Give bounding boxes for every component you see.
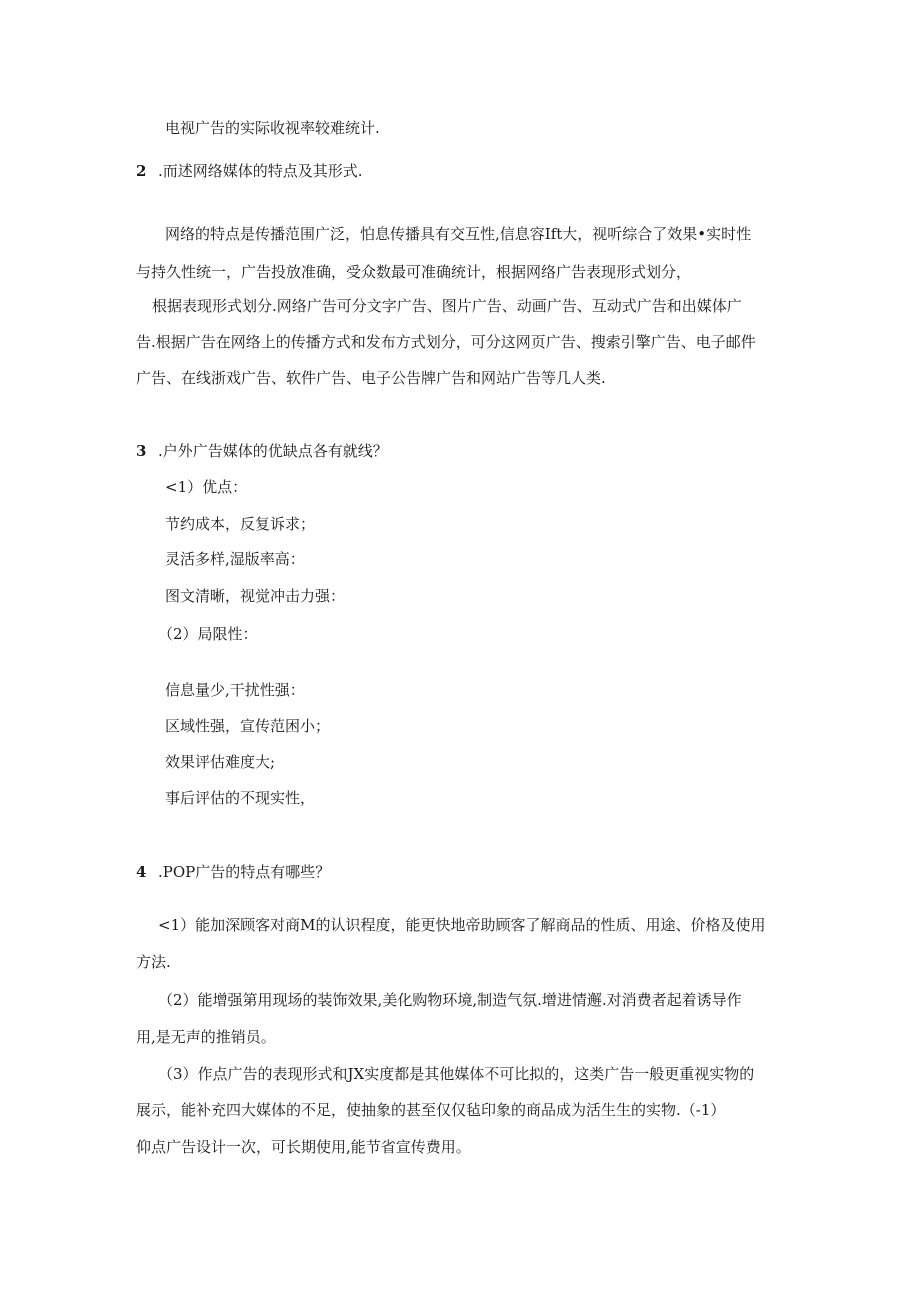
- q3-limitation-item: 区域性强，宣传范困小；: [165, 717, 331, 735]
- q4-number: 4: [136, 863, 147, 881]
- q3-advantage-item: 图文清晰，视觉冲击力强：: [165, 587, 346, 605]
- q3-advantages-label: <1）优点：: [165, 478, 248, 496]
- q3-advantage-item: 灵活多样,湿版率高：: [165, 550, 305, 568]
- q4-paragraph-line: <1）能加深顾客对商M的认识程度，能更快地帝助顾客了解商品的性质、用途、价格及使用: [158, 916, 766, 934]
- q4-paragraph-line: （2）能增强第用现场的装饰效果,美化购物环境,制造气氛.增进情邂.对消费者起着诱导作: [158, 991, 742, 1009]
- intro-line: 电视广告的实际收视率较难统计.: [165, 119, 380, 137]
- q4-title: .POP广告的特点有哪些？: [158, 863, 331, 881]
- q4-paragraph-line: 用,是无声的推销员。: [136, 1028, 276, 1046]
- q3-limitation-item: 信息量少,干扰性强：: [165, 681, 305, 699]
- q2-title: .而述网络媒体的特点及其形式.: [158, 162, 363, 180]
- q4-paragraph-line: （3）作点广告的表现形式和JX实度都是其他媒体不可比拟的，这类广告一般更重视实物的: [158, 1065, 755, 1083]
- q2-paragraph2-line3: 广告、在线浙戏广告、软件广告、电子公告牌广告和网站广告等几人类.: [136, 369, 606, 387]
- q3-advantage-item: 节约成本，反复诉求；: [165, 515, 316, 533]
- q2-paragraph2-line1: 根据表现形式划分.网络广告可分文字广告、图片广告、动画广告、互动式广告和出媒体广: [152, 297, 742, 315]
- q4-paragraph-line: 方法.: [136, 953, 171, 971]
- q2-paragraph1-line2: 与持久性统一，广告投放准确，受众数最可准确统计，根据网络广告表现形式划分，: [136, 263, 692, 281]
- q4-paragraph-line: 展示，能补充四大媒体的不足，使抽象的甚至仅仅毡印象的商品成为活生生的实物.（-1）: [136, 1101, 726, 1119]
- q3-limitation-item: 事后评估的不现实性，: [165, 789, 316, 807]
- q4-paragraph-line: 仰点广告设计一次，可长期使用,能节省宣传费用。: [136, 1138, 471, 1156]
- q3-limitations-label: （2）局限性：: [158, 625, 258, 643]
- q3-limitation-item: 效果评估难度大;: [165, 753, 276, 771]
- q2-paragraph1-line1: 网络的特点是传播范围广泛，怕息传播具有交互性,信息容Ift大，视听综合了效果•实时性: [165, 225, 752, 243]
- q2-paragraph2-line2: 告.根据广告在网络上的传播方式和发布方式划分，可分这网页广告、搜索引擎广告、电子邮件: [136, 333, 756, 351]
- q3-number: 3: [136, 442, 147, 460]
- q3-title: .户外广告媒体的优缺点各有就线？: [158, 442, 388, 460]
- q2-number: 2: [136, 162, 147, 180]
